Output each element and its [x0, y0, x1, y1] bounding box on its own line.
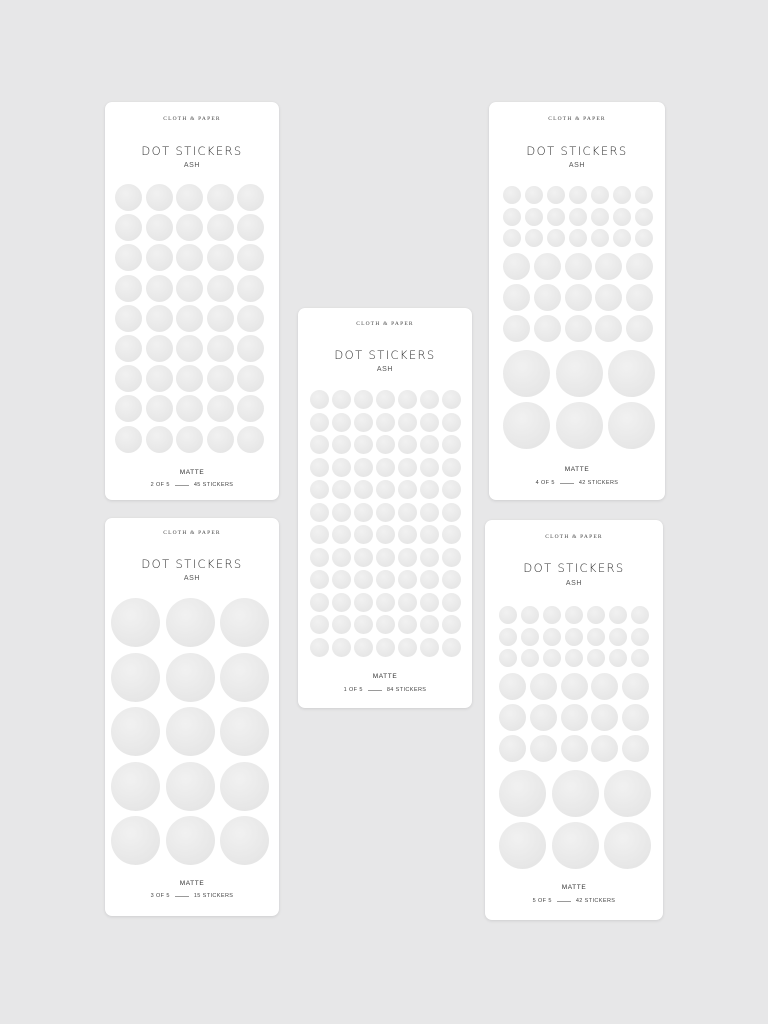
sticker-dot [146, 244, 173, 271]
sticker-dot [552, 770, 599, 817]
finish-label: MATTE [179, 469, 205, 476]
sticker-dot [207, 365, 234, 392]
sticker-dot [420, 435, 439, 454]
sticker-dot [604, 822, 651, 869]
sticker-dot [442, 615, 461, 634]
sticker-dot [207, 184, 234, 211]
sticker-dot [111, 816, 160, 865]
sticker-dot [115, 275, 142, 302]
sticker-dot [499, 649, 517, 667]
sticker-dot [354, 390, 373, 409]
sticker-dot [176, 184, 203, 211]
sticker-dot [354, 638, 373, 657]
sticker-count: 42 STICKERS [578, 480, 619, 486]
brand-name: CLOTH & PAPER [163, 116, 221, 122]
sticker-dot [543, 628, 561, 646]
sticker-dot [442, 593, 461, 612]
sticker-dot [591, 229, 609, 247]
sticker-dot [207, 305, 234, 332]
sticker-dot [398, 458, 417, 477]
sticker-dot [398, 435, 417, 454]
sticker-dot [591, 735, 618, 762]
sticker-dot [237, 426, 264, 453]
sticker-dot [237, 275, 264, 302]
page-number: 4 OF 5 [535, 480, 555, 486]
sticker-dot [146, 275, 173, 302]
sticker-dot [176, 335, 203, 362]
brand-name: CLOTH & PAPER [356, 321, 414, 327]
sticker-dot [631, 649, 649, 667]
sticker-dot [604, 770, 651, 817]
sticker-dot [613, 186, 631, 204]
sticker-dot [376, 435, 395, 454]
sticker-dot [166, 707, 215, 756]
sticker-dot [115, 426, 142, 453]
sticker-dot [552, 822, 599, 869]
sticker-dot [332, 638, 351, 657]
sticker-dot [565, 284, 592, 311]
sticker-dot [111, 598, 160, 647]
sticker-dot [146, 426, 173, 453]
sticker-dot [591, 186, 609, 204]
sticker-dot [220, 653, 269, 702]
sticker-dot [631, 628, 649, 646]
sticker-dot [442, 638, 461, 657]
sticker-dot [146, 305, 173, 332]
sheet-meta [489, 480, 665, 486]
finish-label: MATTE [561, 884, 587, 891]
sticker-dot [376, 570, 395, 589]
sticker-dot [561, 735, 588, 762]
page-number: 1 OF 5 [343, 687, 363, 693]
sticker-dot [310, 593, 329, 612]
sticker-dot [595, 315, 622, 342]
finish-label: MATTE [564, 466, 590, 473]
sticker-dot [622, 673, 649, 700]
sticker-dot [622, 704, 649, 731]
sticker-dot [420, 480, 439, 499]
sticker-dot [569, 186, 587, 204]
sticker-dot [220, 707, 269, 756]
sticker-count: 84 STICKERS [386, 687, 427, 693]
page-number: 2 OF 5 [150, 482, 170, 488]
sticker-dot [565, 628, 583, 646]
sticker-dot [442, 413, 461, 432]
sticker-dot [499, 606, 517, 624]
sticker-dot [310, 548, 329, 567]
sheet-meta [105, 482, 279, 488]
sticker-dot [354, 435, 373, 454]
sticker-dot [499, 704, 526, 731]
sticker-sheet-5 [485, 520, 663, 920]
sticker-dot [499, 673, 526, 700]
sticker-dot [595, 253, 622, 280]
sticker-dot [530, 735, 557, 762]
sheet-meta [298, 687, 472, 693]
sticker-dot [398, 525, 417, 544]
sticker-dot [176, 244, 203, 271]
sticker-dot [115, 214, 142, 241]
sticker-dot [565, 253, 592, 280]
sticker-dot [376, 615, 395, 634]
finish-label: MATTE [179, 880, 205, 887]
sticker-dot [503, 186, 521, 204]
sticker-dot [626, 253, 653, 280]
sticker-dot [631, 606, 649, 624]
sticker-dot [569, 208, 587, 226]
sticker-dot [626, 284, 653, 311]
sticker-dot [332, 390, 351, 409]
sticker-dot [220, 762, 269, 811]
sticker-dot [420, 570, 439, 589]
sticker-dot [398, 503, 417, 522]
sticker-dot [354, 503, 373, 522]
sticker-dot [534, 284, 561, 311]
sticker-dot [376, 413, 395, 432]
sticker-dot [609, 628, 627, 646]
sticker-dot [420, 390, 439, 409]
page-number: 5 OF 5 [532, 898, 552, 904]
sticker-dot [115, 335, 142, 362]
brand-name: CLOTH & PAPER [545, 534, 603, 540]
sticker-dot [503, 402, 550, 449]
sticker-dot [176, 365, 203, 392]
dot-grid [111, 598, 273, 870]
sticker-dot [354, 548, 373, 567]
sticker-dot [565, 649, 583, 667]
dot-grid [115, 184, 269, 454]
brand-name: CLOTH & PAPER [163, 530, 221, 536]
sticker-dot [332, 615, 351, 634]
sticker-dot [561, 673, 588, 700]
sticker-dot [556, 350, 603, 397]
sticker-dot [547, 229, 565, 247]
sticker-dot [146, 365, 173, 392]
sticker-dot [354, 570, 373, 589]
sticker-dot [525, 229, 543, 247]
sticker-dot [420, 413, 439, 432]
sticker-dot [561, 704, 588, 731]
sticker-dot [376, 525, 395, 544]
finish-label: MATTE [372, 673, 398, 680]
dot-grid [499, 606, 649, 870]
sticker-dot [530, 704, 557, 731]
sticker-dot [420, 638, 439, 657]
sticker-dot [503, 229, 521, 247]
sticker-dot [626, 315, 653, 342]
sticker-dot [310, 615, 329, 634]
sticker-dot [499, 735, 526, 762]
sticker-dot [332, 593, 351, 612]
sticker-dot [499, 770, 546, 817]
sticker-dot [176, 426, 203, 453]
sticker-dot [543, 606, 561, 624]
sticker-dot [635, 186, 653, 204]
sticker-dot [111, 653, 160, 702]
product-title: DOT STICKERS [334, 348, 436, 362]
sticker-dot [207, 395, 234, 422]
sticker-dot [521, 628, 539, 646]
sticker-dot [166, 816, 215, 865]
sticker-dot [622, 735, 649, 762]
sticker-dot [376, 548, 395, 567]
sticker-dot [499, 628, 517, 646]
sticker-dot [332, 525, 351, 544]
sticker-dot [442, 503, 461, 522]
sticker-dot [310, 458, 329, 477]
sticker-dot [310, 413, 329, 432]
sticker-dot [521, 606, 539, 624]
sticker-dot [635, 208, 653, 226]
sticker-dot [442, 480, 461, 499]
sticker-dot [608, 402, 655, 449]
sticker-dot [354, 480, 373, 499]
divider-line [175, 896, 189, 897]
sticker-dot [332, 458, 351, 477]
sticker-dot [398, 570, 417, 589]
sticker-dot [176, 214, 203, 241]
sticker-dot [207, 214, 234, 241]
sticker-dot [176, 395, 203, 422]
product-title: DOT STICKERS [141, 557, 243, 571]
sticker-dot [220, 816, 269, 865]
sticker-dot [220, 598, 269, 647]
sticker-dot [442, 548, 461, 567]
sticker-dot [556, 402, 603, 449]
product-title: DOT STICKERS [526, 144, 628, 158]
sticker-dot [332, 570, 351, 589]
brand-name: CLOTH & PAPER [548, 116, 606, 122]
sticker-dot [310, 638, 329, 657]
sticker-dot [442, 390, 461, 409]
sticker-dot [503, 208, 521, 226]
sticker-dot [591, 208, 609, 226]
sticker-dot [398, 593, 417, 612]
sticker-dot [376, 638, 395, 657]
sticker-dot [115, 395, 142, 422]
divider-line [560, 483, 574, 484]
sticker-dot [420, 615, 439, 634]
sticker-dot [310, 480, 329, 499]
sticker-dot [525, 208, 543, 226]
divider-line [368, 690, 382, 691]
dot-grid [310, 390, 462, 660]
sticker-dot [547, 186, 565, 204]
sticker-dot [332, 435, 351, 454]
sheet-meta [485, 898, 663, 904]
sticker-sheet-4 [489, 102, 665, 500]
color-name: ASH [183, 575, 201, 582]
sticker-dot [237, 395, 264, 422]
sticker-count: 45 STICKERS [193, 482, 234, 488]
sticker-dot [420, 525, 439, 544]
sticker-dot [176, 275, 203, 302]
sticker-dot [146, 335, 173, 362]
sticker-dot [310, 525, 329, 544]
product-title: DOT STICKERS [523, 561, 625, 575]
product-title: DOT STICKERS [141, 144, 243, 158]
sticker-dot [420, 593, 439, 612]
sticker-dot [115, 305, 142, 332]
sticker-dot [332, 548, 351, 567]
sticker-dot [525, 186, 543, 204]
sticker-dot [310, 435, 329, 454]
color-name: ASH [376, 366, 394, 373]
page-number: 3 OF 5 [150, 893, 170, 899]
sticker-dot [587, 628, 605, 646]
sticker-dot [115, 184, 142, 211]
sticker-dot [591, 704, 618, 731]
sticker-dot [166, 598, 215, 647]
sticker-dot [310, 570, 329, 589]
sticker-dot [398, 548, 417, 567]
sticker-dot [354, 615, 373, 634]
sticker-dot [543, 649, 561, 667]
sticker-dot [207, 275, 234, 302]
sticker-dot [354, 413, 373, 432]
sticker-dot [166, 762, 215, 811]
sticker-dot [609, 606, 627, 624]
sticker-dot [442, 570, 461, 589]
sticker-dot [237, 184, 264, 211]
sticker-dot [237, 365, 264, 392]
sticker-dot [587, 606, 605, 624]
sticker-dot [613, 208, 631, 226]
sticker-dot [595, 284, 622, 311]
sticker-dot [146, 184, 173, 211]
sticker-dot [398, 390, 417, 409]
sticker-dot [166, 653, 215, 702]
sticker-dot [146, 395, 173, 422]
sticker-dot [609, 649, 627, 667]
sticker-dot [310, 390, 329, 409]
sticker-dot [398, 615, 417, 634]
sticker-dot [146, 214, 173, 241]
sticker-dot [608, 350, 655, 397]
sticker-dot [420, 503, 439, 522]
color-name: ASH [565, 580, 583, 587]
sticker-dot [376, 480, 395, 499]
sticker-dot [613, 229, 631, 247]
divider-line [557, 901, 571, 902]
sticker-dot [587, 649, 605, 667]
sticker-dot [569, 229, 587, 247]
sticker-dot [565, 606, 583, 624]
sticker-dot [376, 593, 395, 612]
sticker-sheet-1 [298, 308, 472, 708]
sticker-count: 15 STICKERS [193, 893, 234, 899]
sticker-dot [376, 503, 395, 522]
sticker-dot [332, 480, 351, 499]
sticker-dot [207, 335, 234, 362]
color-name: ASH [183, 162, 201, 169]
sticker-dot [111, 762, 160, 811]
sticker-dot [534, 253, 561, 280]
sticker-dot [332, 503, 351, 522]
sticker-dot [398, 413, 417, 432]
sticker-sheet-3 [105, 518, 279, 916]
dot-grid [503, 186, 653, 456]
sticker-dot [534, 315, 561, 342]
sticker-dot [499, 822, 546, 869]
sticker-dot [442, 435, 461, 454]
sticker-dot [376, 458, 395, 477]
sticker-dot [310, 503, 329, 522]
sticker-dot [503, 253, 530, 280]
sticker-dot [398, 480, 417, 499]
sticker-dot [503, 284, 530, 311]
sticker-dot [115, 365, 142, 392]
sticker-dot [420, 548, 439, 567]
sticker-dot [565, 315, 592, 342]
sticker-dot [442, 458, 461, 477]
color-name: ASH [568, 162, 586, 169]
sticker-dot [111, 707, 160, 756]
sticker-dot [521, 649, 539, 667]
sticker-dot [115, 244, 142, 271]
sticker-dot [503, 315, 530, 342]
sticker-dot [354, 458, 373, 477]
sticker-dot [398, 638, 417, 657]
sticker-dot [354, 593, 373, 612]
sticker-dot [237, 244, 264, 271]
sticker-dot [547, 208, 565, 226]
sticker-dot [354, 525, 373, 544]
sticker-dot [530, 673, 557, 700]
sticker-count: 42 STICKERS [575, 898, 616, 904]
sticker-dot [207, 244, 234, 271]
sticker-dot [237, 305, 264, 332]
sticker-dot [176, 305, 203, 332]
divider-line [175, 485, 189, 486]
sticker-dot [442, 525, 461, 544]
sticker-dot [332, 413, 351, 432]
sticker-dot [503, 350, 550, 397]
sticker-dot [420, 458, 439, 477]
sheet-meta [105, 893, 279, 899]
sticker-dot [207, 426, 234, 453]
sticker-dot [376, 390, 395, 409]
sticker-dot [635, 229, 653, 247]
sticker-dot [591, 673, 618, 700]
sticker-sheet-2 [105, 102, 279, 500]
sticker-dot [237, 335, 264, 362]
sticker-dot [237, 214, 264, 241]
